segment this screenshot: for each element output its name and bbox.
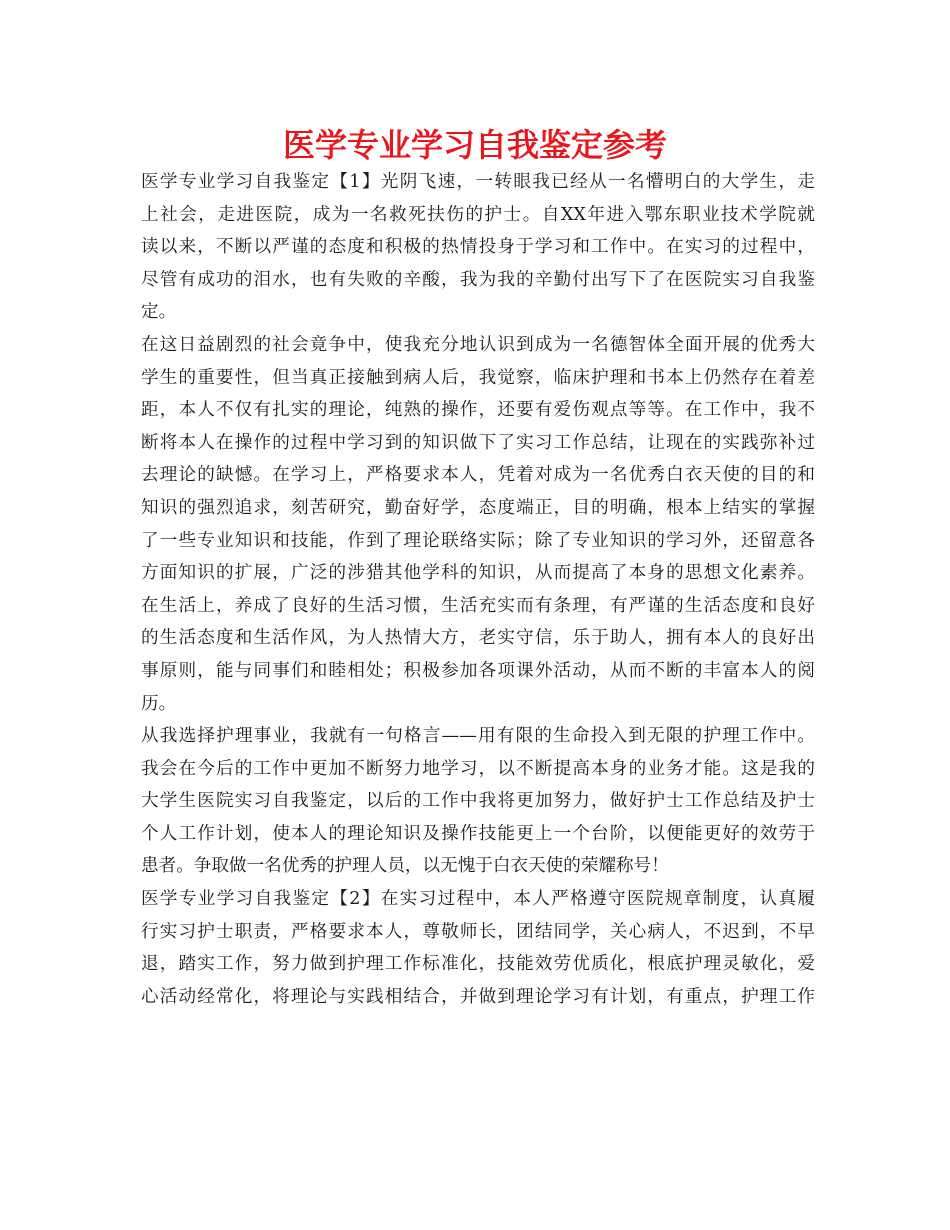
text-line: 尽管有成功的泪水，也有失败的辛酸，我为我的辛勤付出写下了在医院实习自我鉴 (141, 269, 815, 290)
text-line: 历。 (141, 693, 177, 714)
text-line: 断将本人在操作的过程中学习到的知识做下了实习工作总结，让现在的实践弥补过 (141, 432, 815, 453)
text-line: 医学专业学习自我鉴定【1】光阴飞速，一转眼我已经从一名懵明白的大学生，走 (141, 172, 815, 192)
text-line: 在这日益剧烈的社会竟争中，使我充分地认识到成为一名德智体全面开展的优秀大 (141, 334, 815, 355)
text-line: 从我选择护理事业，我就有一句格言——用有限的生命投入到无限的护理工作中。 (141, 726, 815, 747)
text-line: 行实习护士职责，严格要求本人，尊敬师长，团结同学，关心病人，不迟到，不早 (141, 921, 815, 942)
text-line: 学生的重要性，但当真正接触到病人后，我觉察，临床护理和书本上仍然存在着差 (141, 367, 815, 388)
text-line: 了一些专业知识和技能，作到了理论联络实际；除了专业知识的学习外，还留意各 (141, 530, 815, 551)
text-line: 大学生医院实习自我鉴定，以后的工作中我将更加努力，做好护士工作总结及护士 (141, 791, 815, 812)
text-line: 距，本人不仅有扎实的理论，纯熟的操作，还要有爱伤观点等等。在工作中，我不 (141, 400, 815, 421)
text-line: 个人工作计划，使本人的理论知识及操作技能更上一个台阶，以便能更好的效劳于 (141, 823, 815, 844)
text-line: 去理论的缺憾。在学习上，严格要求本人，凭着对成为一名优秀白衣天使的目的和 (141, 465, 815, 486)
text-line: 上社会，走进医院，成为一名救死扶伤的护士。自XX年进入鄂东职业技术学院就 (141, 204, 815, 225)
text-line: 在生活上，养成了良好的生活习惯，生活充实而有条理，有严谨的生活态度和良好 (141, 595, 815, 616)
text-line: 知识的强烈追求，刻苦研究，勤奋好学，态度端正，目的明确，根本上结实的掌握 (141, 497, 815, 518)
text-line: 心活动经常化，将理论与实践相结合，并做到理论学习有计划，有重点，护理工作 (141, 986, 815, 1007)
text-line: 的生活态度和生活作风，为人热情大方，老实守信，乐于助人，拥有本人的良好出 (141, 628, 815, 649)
text-line: 我会在今后的工作中更加不断努力地学习，以不断提高本身的业务才能。这是我的 (141, 758, 815, 779)
text-line: 事原则，能与同事们和睦相处；积极参加各项课外活动，从而不断的丰富本人的阅 (141, 660, 815, 681)
text-line: 患者。争取做一名优秀的护理人员，以无愧于白衣天使的荣耀称号！ (141, 856, 669, 877)
text-line: 退，踏实工作，努力做到护理工作标准化，技能效劳优质化，根底护理灵敏化，爱 (141, 954, 815, 975)
text-line: 读以来，不断以严谨的态度和积极的热情投身于学习和工作中。在实习的过程中， (141, 237, 815, 258)
text-line: 医学专业学习自我鉴定【2】在实习过程中，本人严格遵守医院规章制度，认真履 (141, 889, 815, 910)
document-title: 医学专业学习自我鉴定参考 (282, 126, 667, 164)
text-line: 方面知识的扩展，广泛的涉猎其他学科的知识，从而提高了本身的思想文化素养。 (141, 563, 815, 584)
text-line: 定。 (141, 302, 177, 323)
document-body (141, 166, 815, 1013)
